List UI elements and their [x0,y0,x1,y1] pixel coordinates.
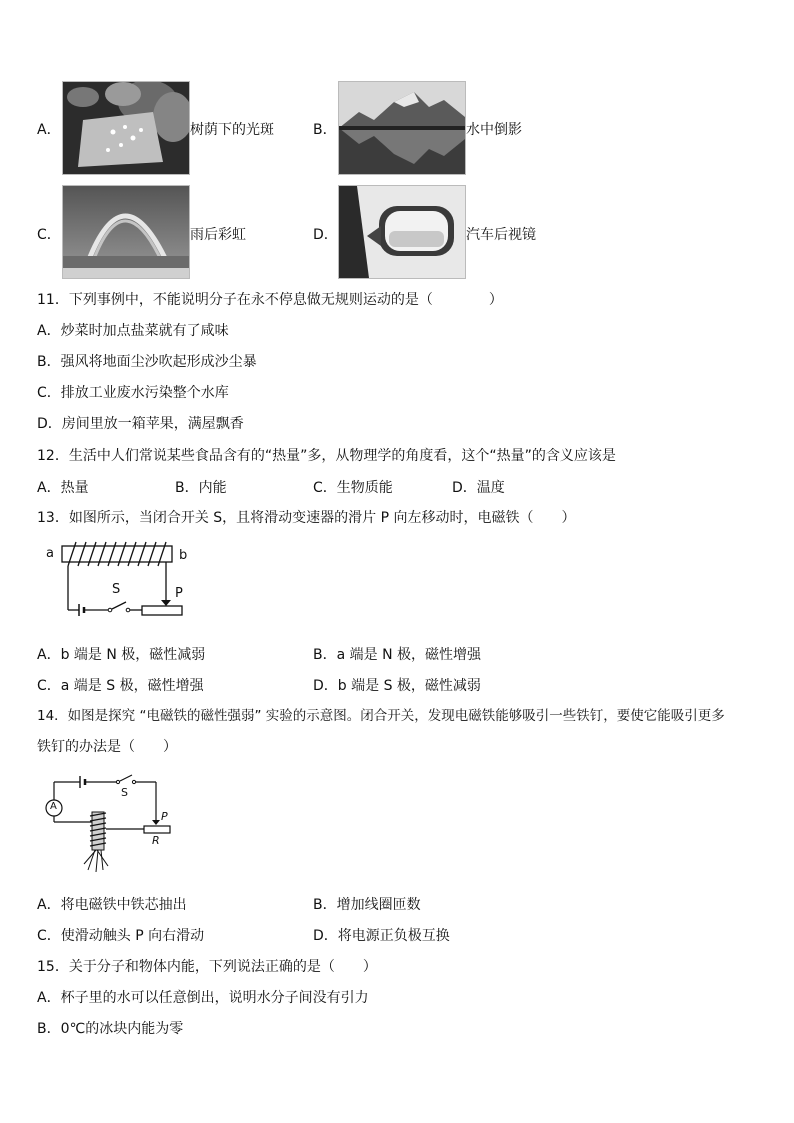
q14-stem-line1: 14．如图是探究 “电磁铁的磁性强弱” 实验的示意图。闭合开关，发现电磁铁能够吸引一些铁钉，要使它能吸引更多 [37,708,725,724]
label-b: b [179,548,188,563]
option-letter: A． [37,122,61,138]
q14-option-d: D．将电源正负极互换 [313,928,450,944]
q11-option-c: C．排放工业废水污染整个水库 [37,385,229,401]
q14-option-b: B．增加线圈匝数 [313,897,421,913]
option-letter: C． [37,227,61,243]
q13-option-b: B．a 端是 N 极，磁性增强 [313,647,482,663]
car-mirror-photo [338,185,466,279]
q14-option-a: A．将电磁铁中铁芯抽出 [37,897,187,913]
q12-option-a: A．热量 [37,480,89,496]
q13-option-c: C．a 端是 S 极，磁性增强 [37,678,204,694]
q15-stem: 15．关于分子和物体内能，下列说法正确的是（ ） [37,959,377,975]
q13-option-d: D．b 端是 S 极，磁性减弱 [313,678,481,694]
q11-option-a: A．炒菜时加点盐菜就有了咸味 [37,323,229,339]
q14-circuit-diagram [40,772,180,876]
label-p: P [175,586,183,601]
option-letter: D． [313,227,338,243]
label-s: S [112,582,121,597]
q12-option-d: D．温度 [452,480,505,496]
option-caption: 树荫下的光斑 [190,122,274,138]
q13-circuit-diagram [42,538,202,620]
q14-stem-line2: 铁钉的办法是（ ） [37,739,177,755]
label-p: P [161,810,168,823]
q15-option-b: B．0℃的冰块内能为零 [37,1021,184,1037]
q14-option-c: C．使滑动触头 P 向右滑动 [37,928,205,944]
q11-option-b: B．强风将地面尘沙吹起形成沙尘暴 [37,354,257,370]
option-letter: B． [313,122,337,138]
ammeter-label: A [50,801,57,812]
q12-option-c: C．生物质能 [313,480,393,496]
rainbow-photo [62,185,190,279]
label-a: a [46,546,54,561]
option-caption: 汽车后视镜 [466,227,536,243]
q15-option-a: A．杯子里的水可以任意倒出，说明水分子间没有引力 [37,990,369,1006]
q11-stem: 11．下列事例中，不能说明分子在永不停息做无规则运动的是（ ） [37,292,503,308]
q13-option-a: A．b 端是 N 极，磁性减弱 [37,647,206,663]
q12-option-b: B．内能 [175,480,227,496]
leaf-light-spots-photo [62,81,190,175]
q11-option-d: D．房间里放一箱苹果，满屋飘香 [37,416,244,432]
label-s: S [121,786,128,799]
q13-stem: 13．如图所示，当闭合开关 S，且将滑动变速器的滑片 P 向左移动时，电磁铁（ ） [37,510,576,526]
option-caption: 雨后彩虹 [190,227,246,243]
q12-stem: 12．生活中人们常说某些食品含有的“热量”多，从物理学的角度看，这个“热量”的含义应该是 [37,448,616,464]
label-r: R [152,834,160,847]
mountain-reflection-photo [338,81,466,175]
option-caption: 水中倒影 [466,122,522,138]
